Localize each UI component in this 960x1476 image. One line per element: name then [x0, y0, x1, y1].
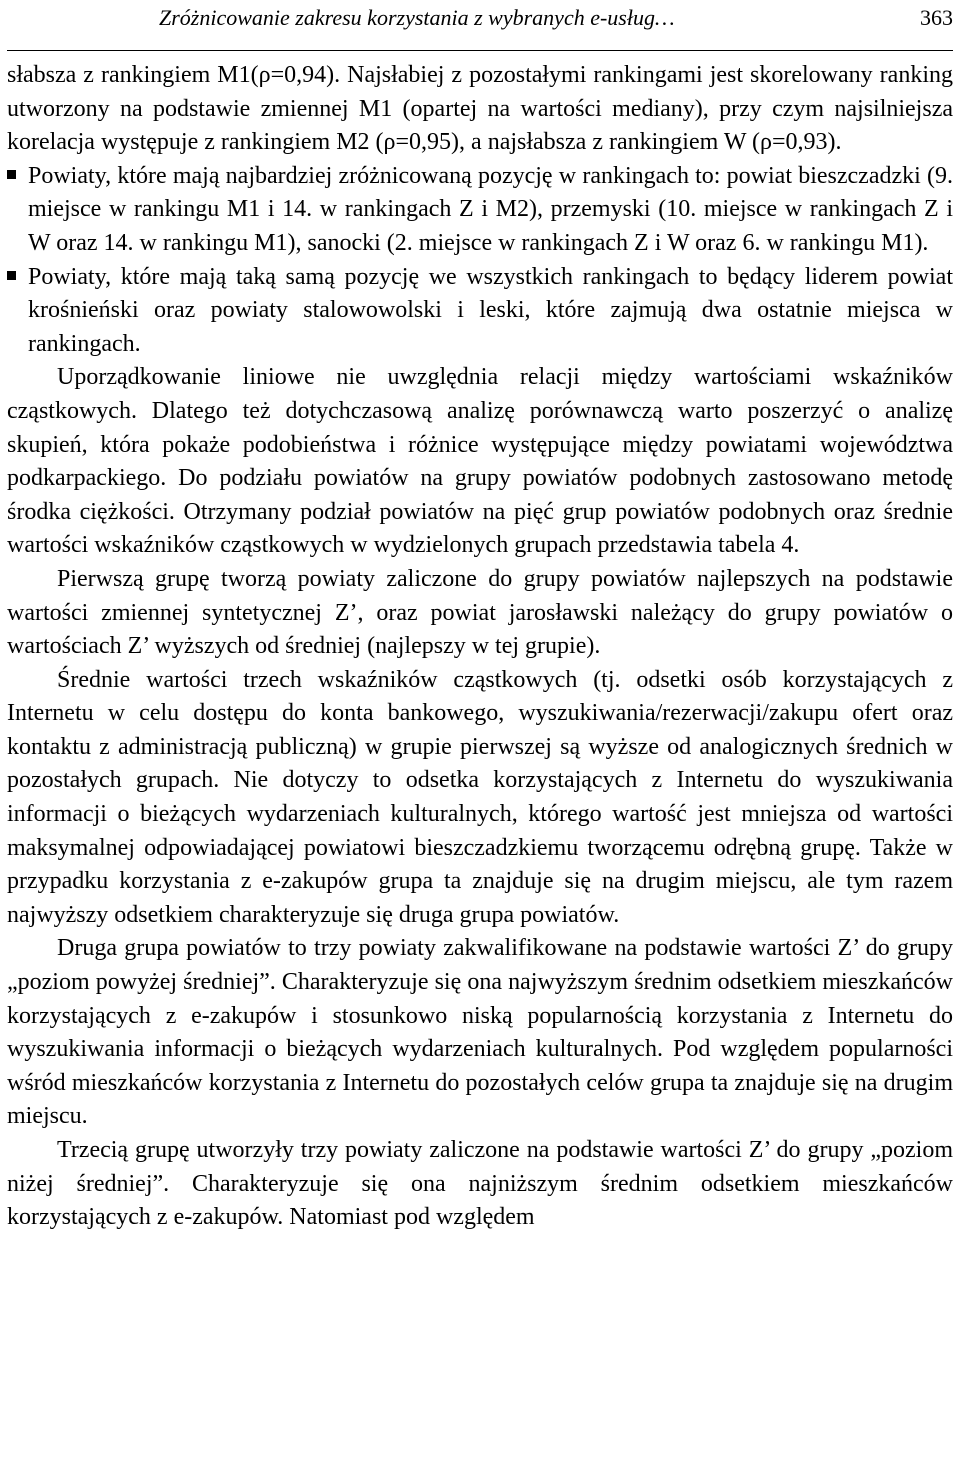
opening-paragraph: słabsza z rankingiem M1(ρ=0,94). Najsłabiej z pozostałymi rankingami jest skorelowany ranking utworzony na podstawie zmiennej M1 (opartej na wartości mediany), przy czym najsilniejsza korelacja występuje z rankingiem M2 (ρ=0,95), a najsłabsza z rankingiem W (ρ=0,93).: [7, 62, 953, 156]
running-title: Zróżnicowanie zakresu korzystania z wybranych e-usług…: [159, 5, 675, 30]
paragraph-second-group: Druga grupa powiatów to trzy powiaty zakwalifikowane na podstawie wartości Z’ do grupy „poziom powyżej średniej”. Charakteryzuje się ona najwyższym średnim odsetkiem mieszkańców korzystających z e-zakupów i stosunkowo niską popularnością korzystania z Internetu do wyszukiwania informacji o bieżących wydarzeniach kulturalnych. Pod względem popularności wśród mieszkańców korzystania z Internetu do pozostałych celów grupa ta znajduje się na drugim miejscu.: [7, 935, 953, 1130]
running-header: [7, 0, 953, 51]
bullet-text: Powiaty, które mają najbardziej zróżnicowaną pozycję w rankingach to: powiat bieszczadzki (9. miejsce w rankingu M1 i 14. w rankingach Z i M2), przemyski (10. miejsce w rankingach Z i W oraz 14. w rankingu M1), sanocki (2. miejsce w rankingach Z i W oraz 6. w rankingu M1).: [28, 162, 953, 256]
bullet-list: [7, 160, 953, 362]
bullet-item: [7, 160, 953, 261]
bullet-text: Powiaty, które mają taką samą pozycję we wszystkich rankingach to będący liderem powiat krośnieński oraz powiaty stalowowolski i leski, które zajmują dwa ostatnie miejsca w rankingach.: [28, 263, 953, 357]
document-page: [7, 0, 953, 1235]
square-bullet-icon: [7, 170, 16, 179]
body-text: [7, 59, 953, 1235]
page-number: 363: [920, 5, 953, 30]
paragraph-first-group-indicators: Średnie wartości trzech wskaźników cząstkowych (tj. odsetki osób korzystających z Internetu w celu dostępu do konta bankowego, wyszukiwania/rezerwacji/zakupu ofert oraz kontaktu z administracją publiczną) w grupie pierwszej są wyższe od analogicznych średnich w pozostałych grupach. Nie dotyczy to odsetka korzystających z Internetu do wyszukiwania informacji o bieżących wydarzeniach kulturalnych, którego wartość jest mniejsza od wartości maksymalnej odpowiadającej powiatowi bieszczadzkiemu tworzącemu odrębną grupę. Także w przypadku korzystania z e-zakupów grupa ta znajduje się na drugim miejscu, ale tym razem najwyższy odsetkiem charakteryzuje się druga grupa powiatów.: [7, 666, 953, 928]
square-bullet-icon: [7, 271, 16, 280]
paragraph-third-group: Trzecią grupę utworzyły trzy powiaty zaliczone na podstawie wartości Z’ do grupy „poziom niżej średniej”. Charakteryzuje się ona najniższym średnim odsetkiem mieszkańców korzystających z e-zakupów. Natomiast pod względem: [7, 1137, 953, 1231]
bullet-item: [7, 261, 953, 362]
paragraph-first-group: Pierwszą grupę tworzą powiaty zaliczone do grupy powiatów najlepszych na podstawie wartości zmiennej syntetycznej Z’, oraz powiat jarosławski należący do grupy powiatów o wartościach Z’ wyższych od średniej (najlepszy w tej grupie).: [7, 565, 953, 660]
paragraph-cluster-analysis: Uporządkowanie liniowe nie uwzględnia relacji między wartościami wskaźników cząstkowych. Dlatego też dotychczasową analizę porównawczą warto poszerzyć o analizę skupień, która pokaże podobieństwa i różnice występujące między powiatami województwa podkarpackiego. Do podziału powiatów na grupy powiatów podobnych zastosowano metodę środka ciężkości. Otrzymany podział powiatów na pięć grup powiatów podobnych oraz średnie wartości wskaźników cząstkowych w wydzielonych grupach przedstawia tabela 4.: [7, 364, 953, 559]
